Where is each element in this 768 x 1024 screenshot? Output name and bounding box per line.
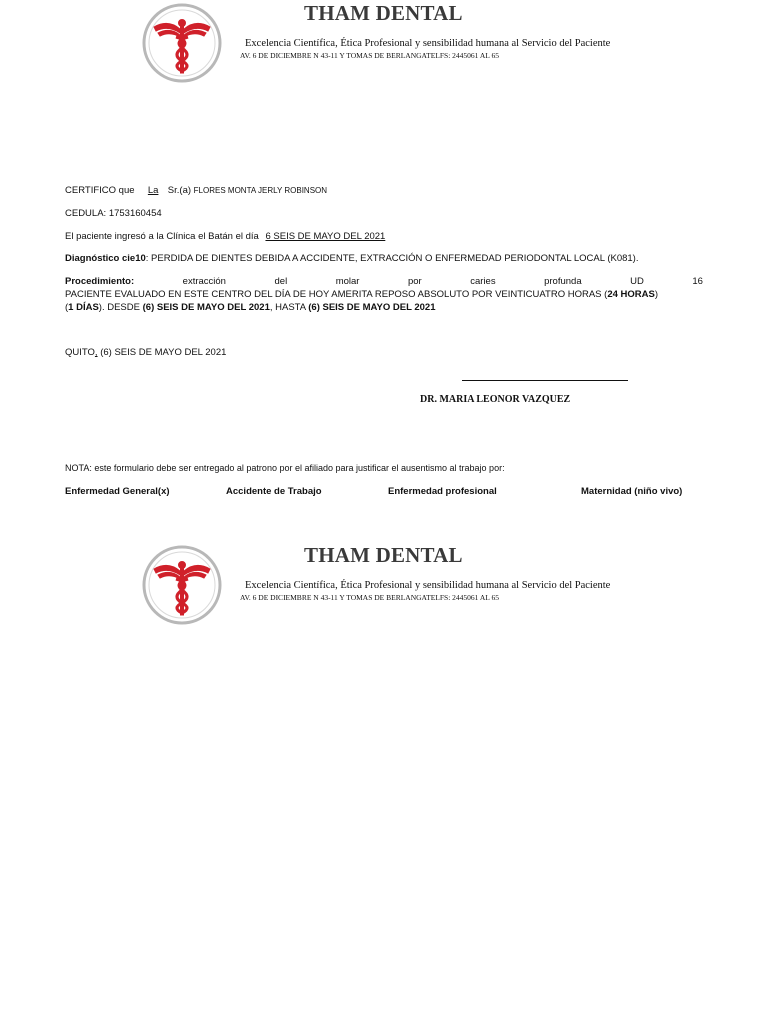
letterhead-top (0, 0, 768, 90)
reposo-periodo: (1 DÍAS). DESDE (6) SEIS DE MAYO DEL 2021, HASTA (6) SEIS DE MAYO DEL 2021 (65, 302, 436, 313)
diagnostico-line: Diagnóstico cie10: PERDIDA DE DIENTES DEBIDA A ACCIDENTE, EXTRACCIÓN O ENFERMEDAD PERIODONTAL LOCAL (K081). (65, 253, 639, 264)
doctor-name: DR. MARIA LEONOR VAZQUEZ (420, 394, 571, 405)
letterhead-bottom (0, 542, 768, 632)
lugar-fecha: QUITO, (6) SEIS DE MAYO DEL 2021 (65, 347, 227, 358)
ingreso-date: 6 SEIS DE MAYO DEL 2021 (265, 231, 386, 242)
caduceus-icon (142, 3, 222, 83)
nota-text: NOTA: este formulario debe ser entregado al patrono por el afiliado para justificar el ausentismo al trabajo por: (65, 463, 505, 473)
cedula-line: CEDULA: 1753160454 (65, 208, 162, 219)
procedimiento-block (65, 275, 703, 314)
clinic-address: AV. 6 DE DICIEMBRE N 43-11 Y TOMAS DE BERLANGATELFS: 2445061 AL 65 (240, 51, 499, 60)
clinic-name: THAM DENTAL (304, 1, 463, 25)
option-enfermedad-general: Enfermedad General(x) (65, 486, 170, 497)
clinic-tagline: Excelencia Científica, Ética Profesional y sensibilidad humana al Servicio del Paciente (245, 580, 611, 591)
caduceus-icon (142, 545, 222, 625)
ingreso-line: El paciente ingresó a la Clínica el Batán el día 6 SEIS DE MAYO DEL 2021 (65, 231, 386, 242)
certifico-line: CERTIFICO que La Sr.(a) FLORES MONTA JERLY ROBINSON (65, 185, 328, 196)
clinic-name: THAM DENTAL (304, 543, 463, 567)
option-maternidad: Maternidad (niño vivo) (581, 486, 683, 497)
option-enfermedad-profesional: Enfermedad profesional (388, 486, 497, 497)
clinic-tagline: Excelencia Científica, Ética Profesional y sensibilidad humana al Servicio del Paciente (245, 38, 611, 49)
option-accidente-trabajo: Accidente de Trabajo (226, 486, 322, 497)
clinic-address: AV. 6 DE DICIEMBRE N 43-11 Y TOMAS DE BERLANGATELFS: 2445061 AL 65 (240, 593, 499, 602)
evaluacion-text: PACIENTE EVALUADO EN ESTE CENTRO DEL DÍA DE HOY AMERITA REPOSO ABSOLUTO POR VEINTICUATRO HORAS (24 HORAS) (65, 289, 659, 300)
procedimiento-row: Procedimiento: extracción del molar por caries profunda UD 16 (65, 276, 703, 287)
patient-name: FLORES MONTA JERLY ROBINSON (193, 186, 328, 195)
signature-line (462, 380, 628, 381)
article-field: La (147, 185, 159, 196)
